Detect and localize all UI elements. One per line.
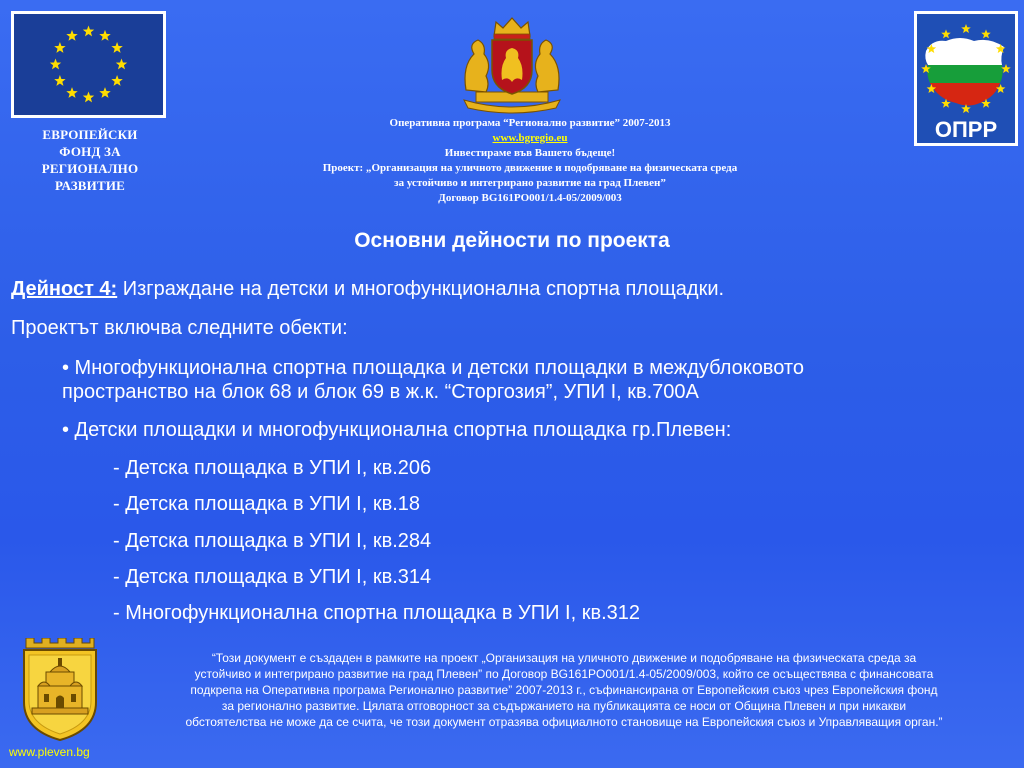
activity-label: Дейност 4: xyxy=(11,278,118,300)
contract-number: Договор BG161PO001/1.4-05/2009/003 xyxy=(438,192,622,204)
program-header xyxy=(200,116,860,206)
disclaimer-line: устойчиво и интегрирано развитие на град Плевен” по Договор BG161PO001/1.4-05/2009/003, който се осъществява с финансовата xyxy=(194,667,934,681)
list-item: • Детски площадки и многофункционална спортна площадка гр.Плевен: xyxy=(62,419,732,441)
bullet-line: пространство на блок 68 и блок 69 в ж.к. “Сторгозия”, УПИ I, кв.700А xyxy=(62,381,699,403)
eu-flag-icon xyxy=(11,11,166,118)
oprr-logo-icon xyxy=(914,11,1018,146)
sub-list-item: - Многофункционална спортна площадка в УПИ I, кв.312 xyxy=(113,602,641,624)
eu-caption-line: РАЗВИТИЕ xyxy=(54,178,126,193)
list-item xyxy=(62,356,1017,404)
bgregio-link[interactable]: www.bgregio.eu xyxy=(492,132,568,144)
sub-list-item: - Детска площадка в УПИ I, кв.284 xyxy=(113,530,432,552)
bullet-line: • Многофункционална спортна площадка и детски площадки в междублоковото xyxy=(62,357,804,379)
oprr-label: ОПРР xyxy=(934,117,998,142)
disclaimer-line: “Този документ е създаден в рамките на проект „Организация на уличното движение и подобряване на физическата среда за xyxy=(211,651,917,665)
disclaimer-line: обстоятелства не може да се счита, че този документ отразява официалното становище на Европейския съюз и Управляващия орган.” xyxy=(185,715,943,729)
disclaimer xyxy=(108,650,1020,730)
bulgaria-coat-of-arms-icon xyxy=(456,14,568,119)
disclaimer-line: подкрепа на Оперативна програма Регионално развитие” 2007-2013 г., съфинансирана от Европейския съюз чрез Европейския фонд xyxy=(190,683,938,697)
pleven-website-link[interactable]: www.pleven.bg xyxy=(9,745,90,759)
program-name: Оперативна програма “Регионално развитие” 2007-2013 xyxy=(389,117,671,129)
slogan: Инвестираме във Вашето бъдеще! xyxy=(444,147,616,159)
sub-list-item: - Детска площадка в УПИ I, кв.18 xyxy=(113,493,421,515)
project-title-line: Проект: „Организация на уличното движение и подобряване на физическата среда xyxy=(322,162,738,174)
page-title: Основни дейности по проекта xyxy=(354,229,670,252)
activity-line xyxy=(11,277,724,301)
pleven-crest-icon xyxy=(20,638,100,747)
eu-caption-line: ЕВРОПЕЙСКИ xyxy=(42,127,138,142)
sub-list-item: - Детска площадка в УПИ I, кв.206 xyxy=(113,457,432,479)
activity-text: Изграждане на детски и многофункционална спортна площадки. xyxy=(117,278,725,300)
eu-caption-line: ФОНД ЗА xyxy=(59,144,121,159)
eu-caption-line: РЕГИОНАЛНО xyxy=(41,161,139,176)
disclaimer-line: за регионално развитие. Цялата отговорност за съдържанието на публикацията се носи от Община Плевен и при никакви xyxy=(221,699,907,713)
includes-heading: Проектът включва следните обекти: xyxy=(11,317,348,339)
eu-fund-caption xyxy=(10,126,170,194)
sub-list-item: - Детска площадка в УПИ I, кв.314 xyxy=(113,566,432,588)
project-title-line: за устойчиво и интегрирано развитие на град Плевен” xyxy=(394,177,666,189)
